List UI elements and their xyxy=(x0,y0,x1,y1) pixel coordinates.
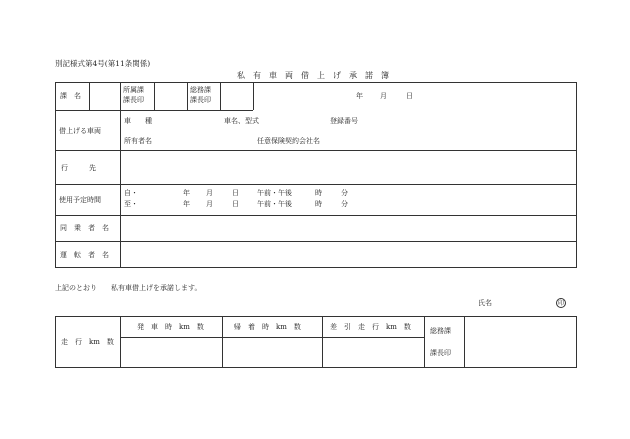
seal-icon: 印 xyxy=(557,300,564,307)
vehicle-type-label: 車 種 xyxy=(124,117,152,125)
destination-row-label: 行 先 xyxy=(61,164,96,172)
vehicle-insurance-label: 任意保険契約会社名 xyxy=(257,137,320,145)
schedule-to-hour: 時 xyxy=(315,200,322,208)
affiliated-manager-seal-cell[interactable] xyxy=(155,83,186,109)
departure-km-field[interactable] xyxy=(121,338,221,367)
schedule-from-hour: 時 xyxy=(315,189,322,197)
schedule-from-day: 日 xyxy=(232,189,239,197)
page-title: 私 有 車 両 借 上 げ 承 諾 簿 xyxy=(237,71,389,80)
destination-field[interactable] xyxy=(121,151,576,183)
general-affairs-manager-label-1: 総務課 xyxy=(190,86,211,94)
passengers-row-label: 同 乗 者 名 xyxy=(60,224,109,232)
return-km-field[interactable] xyxy=(223,338,321,367)
schedule-row-label: 使用予定時間 xyxy=(59,196,101,204)
vehicle-model-label: 車名、型式 xyxy=(224,117,259,125)
schedule-from-label: 自・ xyxy=(124,189,138,197)
schedule-from-minute: 分 xyxy=(341,189,348,197)
departure-km-header: 発 車 時 km 数 xyxy=(137,323,204,331)
date-month: 月 xyxy=(380,92,387,100)
return-km-header: 帰 着 時 km 数 xyxy=(234,323,301,331)
schedule-from-ampm: 午前・午後 xyxy=(257,189,292,197)
mileage-manager-label-2: 課長印 xyxy=(430,349,451,357)
approval-name-label: 氏名 xyxy=(478,299,492,307)
schedule-to-day: 日 xyxy=(232,200,239,208)
schedule-to-year: 年 xyxy=(183,200,190,208)
driver-row-label: 運 転 者 名 xyxy=(60,251,109,259)
general-affairs-manager-label-2: 課長印 xyxy=(190,96,211,104)
vehicle-row-label: 借上げる車両 xyxy=(59,127,101,135)
schedule-to-month: 月 xyxy=(206,200,213,208)
affiliated-manager-label-2: 課長印 xyxy=(123,96,144,104)
schedule-to-ampm: 午前・午後 xyxy=(257,200,292,208)
passengers-field[interactable] xyxy=(121,216,576,240)
date-year: 年 xyxy=(356,92,363,100)
driver-field[interactable] xyxy=(121,242,576,267)
vehicle-owner-label: 所有者名 xyxy=(124,137,152,145)
approval-statement: 上記のとおり 私有車借上げを承諾します。 xyxy=(55,284,202,292)
mileage-manager-label-1: 総務課 xyxy=(430,327,451,335)
schedule-to-label: 至・ xyxy=(124,200,138,208)
general-affairs-manager-seal-cell[interactable] xyxy=(221,83,252,109)
difference-km-field[interactable] xyxy=(323,338,423,367)
affiliated-manager-label-1: 所属課 xyxy=(123,86,144,94)
form-id: 別記様式第4号(第11条関係) xyxy=(55,59,151,68)
mileage-manager-seal-cell[interactable] xyxy=(465,317,576,367)
schedule-from-month: 月 xyxy=(206,189,213,197)
schedule-to-minute: 分 xyxy=(341,200,348,208)
vehicle-registration-label: 登録番号 xyxy=(330,117,358,125)
difference-km-header: 差 引 走 行 km 数 xyxy=(330,323,411,331)
mileage-row-label: 走 行 km 数 xyxy=(61,338,114,346)
date-day: 日 xyxy=(406,92,413,100)
schedule-from-year: 年 xyxy=(183,189,190,197)
section-name-label: 課 名 xyxy=(60,92,81,100)
